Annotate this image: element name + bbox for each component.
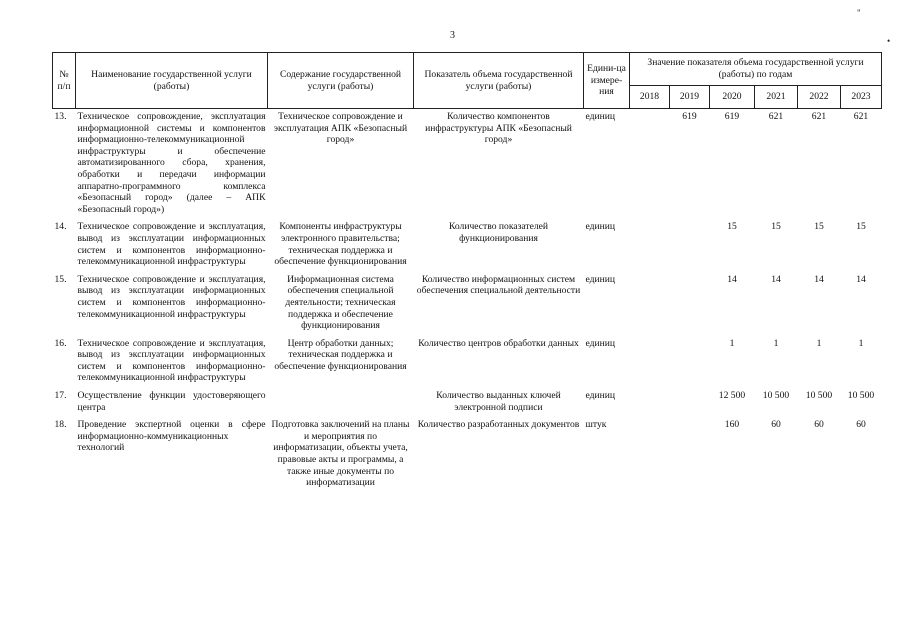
- row-number: 14.: [54, 221, 67, 233]
- unit: единиц: [585, 111, 616, 122]
- service-content: [268, 384, 414, 413]
- table-row: [53, 384, 882, 413]
- service-content: Информационная система обеспечения специальной деятельности; техническая поддержка и обеспечение функционирования: [285, 273, 396, 332]
- unit: единиц: [585, 273, 616, 285]
- value-2022: 15: [814, 221, 824, 233]
- volume-indicator: Количество компонентов инфраструктуры АПК «Безопасный город»: [425, 111, 572, 146]
- service-name: Осуществление функции удостоверяющего центра: [77, 390, 266, 413]
- service-name: Техническое сопровождение и эксплуатация, вывод из эксплуатации информационных систем и компонентов информационно-телекоммуникационной инфраструктуры: [77, 273, 266, 320]
- table-row: [53, 215, 882, 267]
- value-2020: 160: [724, 419, 740, 431]
- volume-indicator: Количество показателей функционирования: [448, 221, 549, 244]
- row-number: 18.: [54, 419, 67, 431]
- value-2018: [630, 413, 670, 489]
- table-row: [53, 332, 882, 384]
- value-2020: 1: [729, 337, 735, 349]
- header-year: 2018: [630, 86, 670, 109]
- value-2023: 621: [853, 111, 869, 122]
- service-content: Компоненты инфраструктуры электронного правительства; техническая поддержка и обеспечение функционирования: [274, 221, 407, 268]
- value-2021: 10 500: [762, 390, 790, 402]
- unit: единиц: [585, 337, 616, 349]
- value-2022: 14: [814, 273, 824, 285]
- value-2023: 14: [856, 273, 866, 285]
- header-unit: Едини-ца измере-ния: [584, 53, 630, 109]
- value-2020: 12 500: [718, 390, 746, 402]
- scan-speck: •: [887, 36, 891, 46]
- service-content: Центр обработки данных; техническая поддержка и обеспечение функционирования: [274, 337, 407, 372]
- value-2018: [630, 109, 670, 216]
- value-2021: 14: [771, 273, 781, 285]
- header-service-content: Содержание государственной услуги (работы): [268, 53, 414, 109]
- header-volume-indicator: Показатель объема государственной услуги (работы): [414, 53, 584, 109]
- value-2022: 621: [811, 111, 827, 122]
- header-service-name: Наименование государственной услуги (работы): [76, 53, 268, 109]
- value-2020: 14: [727, 273, 737, 285]
- value-2023: 60: [856, 419, 866, 431]
- unit: единиц: [585, 390, 616, 402]
- volume-indicator: Количество центров обработки данных: [418, 337, 579, 349]
- table-row: [53, 413, 882, 489]
- value-2022: 60: [814, 419, 824, 431]
- value-2021: 15: [771, 221, 781, 233]
- value-2021: 1: [773, 337, 779, 349]
- header-year: 2022: [798, 86, 841, 109]
- header-year: 2023: [841, 86, 882, 109]
- table-row: [53, 109, 882, 216]
- value-2023: 1: [858, 337, 864, 349]
- row-number: 17.: [54, 390, 67, 402]
- value-2019: 619: [682, 111, 697, 122]
- value-2018: [630, 268, 670, 332]
- row-number: 16.: [54, 337, 67, 349]
- service-name: Техническое сопровождение и эксплуатация, вывод из эксплуатации информационных систем и компонентов информационно-телекоммуникационной инфраструктуры: [77, 221, 266, 268]
- header-values-by-year: Значение показателя объема государственной услуги (работы) по годам: [630, 53, 882, 86]
- row-number: 13.: [54, 111, 67, 122]
- service-content: Подготовка заключений на планы и мероприятия по информатизации, объекты учета, правовые акты и программы, а также иные документы по информатизации: [271, 419, 410, 489]
- table-row: [53, 268, 882, 332]
- service-name: Проведение экспертной оценки в сфере информационно-коммуникационных технологий: [77, 419, 266, 454]
- value-2019: [670, 332, 710, 384]
- scan-speck: ": [857, 8, 861, 18]
- value-2019: [670, 413, 710, 489]
- value-2018: [630, 384, 670, 413]
- row-number: 15.: [54, 273, 67, 285]
- volume-indicator: Количество выданных ключей электронной подписи: [436, 390, 561, 413]
- value-2019: [670, 268, 710, 332]
- page-number: 3: [450, 30, 455, 41]
- unit: штук: [585, 419, 607, 431]
- value-2020: 619: [724, 111, 740, 122]
- value-2020: 15: [727, 221, 737, 233]
- volume-indicator: Количество информационных систем обеспечения специальной деятельности: [416, 273, 581, 297]
- value-2023: 15: [856, 221, 866, 233]
- value-2022: 1: [816, 337, 822, 349]
- header-year: 2021: [755, 86, 798, 109]
- services-table: [52, 52, 882, 489]
- value-2023: 10 500: [847, 390, 875, 402]
- volume-indicator: Количество разработанных документов: [417, 419, 580, 431]
- value-2021: 60: [771, 419, 781, 431]
- service-name: Техническое сопровождение, эксплуатация информационной системы и компонентов информационно-телекоммуникационной инфраструктуры и обеспечение автоматизированного сбора, хранения, обработки и передачи информации аппаратно-программного комплекса «Безопасный город» (далее – АПК «Безопасный город»): [77, 111, 266, 215]
- header-year: 2020: [710, 86, 755, 109]
- value-2018: [630, 215, 670, 267]
- unit: единиц: [585, 221, 616, 233]
- service-name: Техническое сопровождение и эксплуатация, вывод из эксплуатации информационных систем и компонентов информационно-телекоммуникационной инфраструктуры: [77, 337, 266, 384]
- value-2022: 10 500: [805, 390, 833, 402]
- value-2019: [670, 384, 710, 413]
- value-2021: 621: [768, 111, 784, 122]
- header-num: № п/п: [53, 53, 76, 109]
- value-2018: [630, 332, 670, 384]
- value-2019: [670, 215, 710, 267]
- header-year: 2019: [670, 86, 710, 109]
- service-content: Техническое сопровождение и эксплуатация АПК «Безопасный город»: [273, 111, 408, 146]
